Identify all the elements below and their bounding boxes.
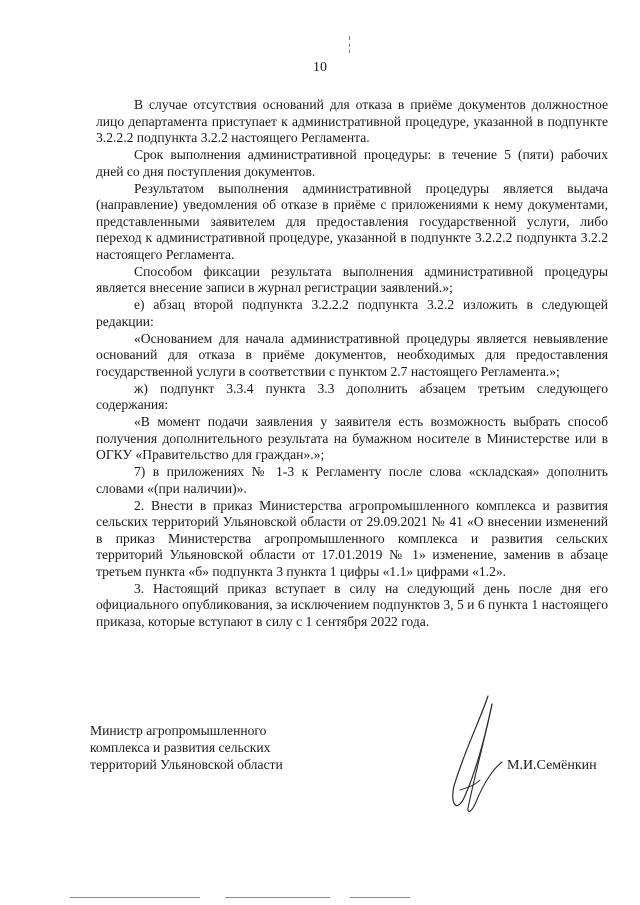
scan-artifact-line [70,897,200,898]
scan-artifact-mark [349,50,350,53]
signatory-position-line: комплекса и развития сельских [90,740,271,755]
signatory-position [90,722,320,773]
signatory-position-line: территорий Ульяновской области [90,757,283,772]
scan-artifact-mark [349,36,350,40]
paragraph: «Основанием для начала административной процедуры является невыявление оснований для отказа в приёме документов, необходимых для предоставления государственной услуги в соответствии с пунктом 2.7 настоящего Регламента.»; [96,330,608,379]
paragraph: «В момент подачи заявления у заявителя есть возможность выбрать способ получения дополнительного результата на бумажном носителе в Министерстве или в ОГКУ «Правительство для граждан».»; [96,414,608,462]
document-body [96,97,608,630]
paragraph: Способом фиксации результата выполнения административной процедуры является внесение записи в журнал регистрации заявлений.»; [96,263,608,295]
paragraph: 2. Внести в приказ Министерства агропромышленного комплекса и развития сельских территорий Ульяновской области от 29.09.2021 № 41 «О внесении изменений в приказ Министерства агропромышленного комплекса и развития сельских территорий Ульяновской области от 17.01.2019 № 1» изменение, заменив в абзаце третьем пункта «б» подпункта 3 пункта 1 цифры «1.1» цифрами «1.2». [96,497,608,579]
scan-artifact-line [350,897,410,898]
signatory-position-line: Министр агропромышленного [90,723,267,738]
paragraph: 7) в приложениях № 1-3 к Регламенту после слова «складская» дополнить словами «(при наличии)». [96,464,608,496]
paragraph: е) абзац второй подпункта 3.2.2.2 подпункта 3.2.2 изложить в следующей редакции: [96,297,608,329]
signatory-name: М.И.Семёнкин [507,758,597,773]
paragraph: В случае отсутствия оснований для отказа в приёме документов должностное лицо департамента приступает к административной процедуре, указанной в подпункте 3.2.2.2 подпункта 3.2.2 настоящего Регламента. [96,97,608,145]
paragraph: ж) подпункт 3.3.4 пункта 3.3 дополнить абзацем третьим следующего содержания: [96,380,608,412]
scan-artifact-line [225,897,330,898]
paragraph: Срок выполнения административной процедуры: в течение 5 (пяти) рабочих дней со дня поступления документов. [96,147,608,179]
paragraph: Результатом выполнения административной процедуры является выдача (направление) уведомления об отказе в приёме с приложениями к нему документами, представленными заявителем для предоставления государственной услуги, либо переход к административной процедуре, указанной в подпункте 3.2.2.2 подпункта 3.2.2 настоящего Регламента. [96,180,608,262]
page-number: 10 [313,60,327,75]
handwritten-signature [440,690,510,820]
scan-artifact-mark [349,44,350,47]
paragraph: 3. Настоящий приказ вступает в силу на следующий день после дня его официального опубликования, за исключением подпунктов 3, 5 и 6 пункта 1 настоящего приказа, которые вступают в силу с 1 сентября 2022 года. [96,580,608,629]
